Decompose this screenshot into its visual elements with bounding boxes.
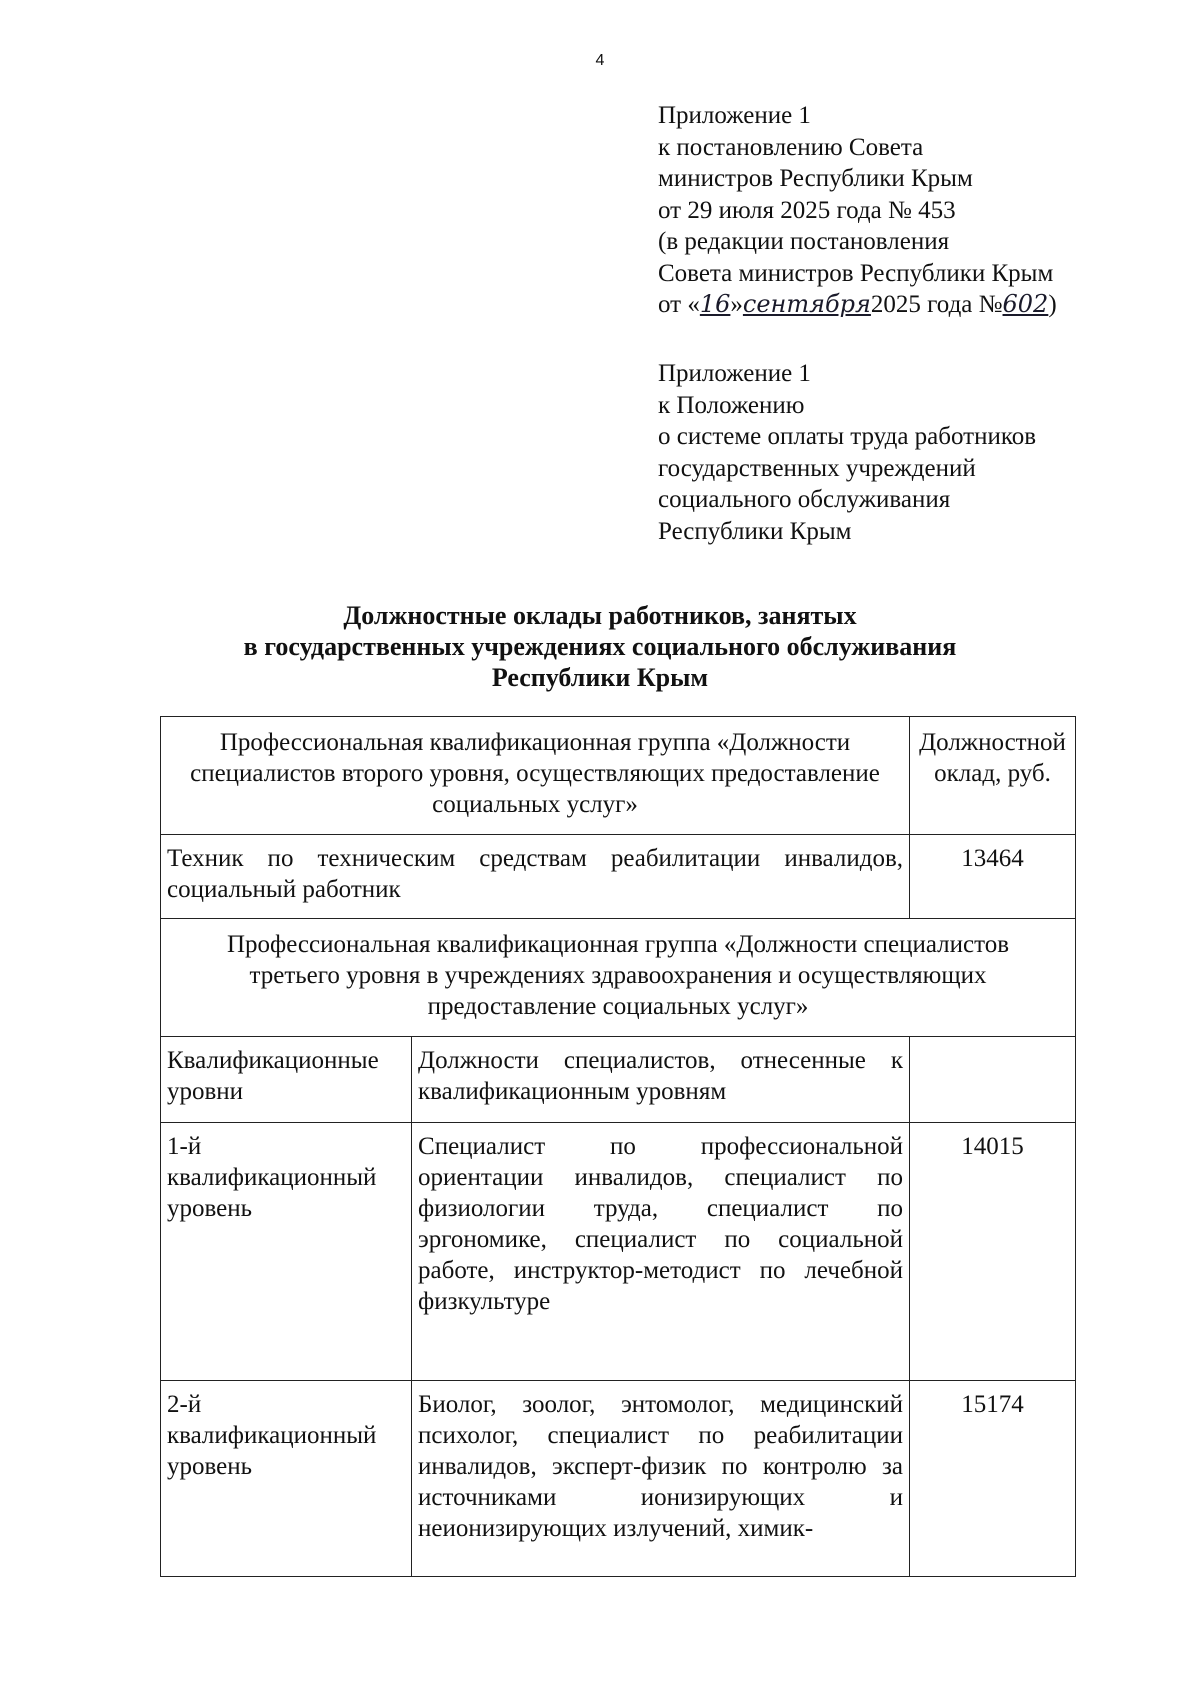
salary-header-cell: Должностной оклад, руб. <box>910 717 1076 835</box>
appendix-regulation-block <box>658 358 1178 547</box>
levels-subheader-cell: Квалификационные уровни <box>161 1037 412 1123</box>
date-mid: » <box>730 291 743 318</box>
title-line: в государственных учреждениях социального обслуживания <box>243 632 957 661</box>
date-prefix: от « <box>658 291 700 318</box>
appendix-line: государственных учреждений <box>658 454 976 482</box>
salary-cell: 14015 <box>910 1123 1076 1381</box>
appendix-line: к постановлению Совета <box>658 133 924 161</box>
appendix-line: Приложение 1 <box>658 360 811 387</box>
handwritten-day: 16 <box>699 290 731 318</box>
table-row <box>161 835 1076 919</box>
date-year: 2025 года № <box>870 291 1003 318</box>
appendix-line: министров Республики Крым <box>658 165 973 192</box>
appendix-line: Приложение 1 <box>658 102 811 129</box>
level-cell: 1-й квалификационный уровень <box>161 1123 412 1381</box>
title-line: Республики Крым <box>491 663 709 692</box>
appendix-line: Совета министров Республики Крым <box>658 259 1054 287</box>
appendix-decree-block <box>658 100 1178 321</box>
empty-subheader-cell <box>910 1037 1076 1123</box>
group2-header-cell: Профессиональная квалификационная группа «Должности специалистов третьего уровня в учреждениях здравоохранения и осуществляющих предоставление социальных услуг» <box>161 919 1076 1037</box>
amendment-date-line <box>658 289 1178 321</box>
handwritten-month: сентября <box>742 290 871 318</box>
group1-salary-cell: 13464 <box>910 835 1076 919</box>
positions-cell: Биолог, зоолог, энтомолог, медицинский психолог, специалист по реабилитации инвалидов, эксперт-физик по контролю за источниками ионизирующих и неионизирующих излучений, химик- <box>412 1381 910 1577</box>
appendix-line: Республики Крым <box>658 517 852 545</box>
appendix-line: от 29 июля 2025 года № 453 <box>658 196 956 224</box>
positions-subheader-cell: Должности специалистов, отнесенные к квалификационным уровням <box>412 1037 910 1123</box>
salary-cell: 15174 <box>910 1381 1076 1577</box>
appendix-line: (в редакции постановления <box>658 228 950 255</box>
table-row <box>161 1123 1076 1381</box>
page-number: 4 <box>595 52 605 69</box>
appendix-line: к Положению <box>658 391 805 419</box>
title-line: Должностные оклады работников, занятых <box>343 601 857 630</box>
document-title <box>0 600 1200 693</box>
table-row <box>161 919 1076 1037</box>
group1-header-cell: Профессиональная квалификационная группа «Должности специалистов второго уровня, осуществляющих предоставление социальных услуг» <box>161 717 910 835</box>
level-cell: 2-й квалификационный уровень <box>161 1381 412 1577</box>
date-suffix: ) <box>1048 291 1057 318</box>
table-row <box>161 1037 1076 1123</box>
positions-cell: Специалист по профессиональной ориентации инвалидов, специалист по физиологии труда, специалист по эргономике, специалист по социальной работе, инструктор-методист по лечебной физкультуре <box>412 1123 910 1381</box>
table-row <box>161 1381 1076 1577</box>
salary-table <box>160 716 1076 1577</box>
appendix-line: социального обслуживания <box>658 486 951 513</box>
handwritten-number: 602 <box>1002 290 1049 318</box>
group1-positions-cell: Техник по техническим средствам реабилитации инвалидов, социальный работник <box>161 835 910 919</box>
appendix-line: о системе оплаты труда работников <box>658 423 1037 450</box>
table-row <box>161 717 1076 835</box>
